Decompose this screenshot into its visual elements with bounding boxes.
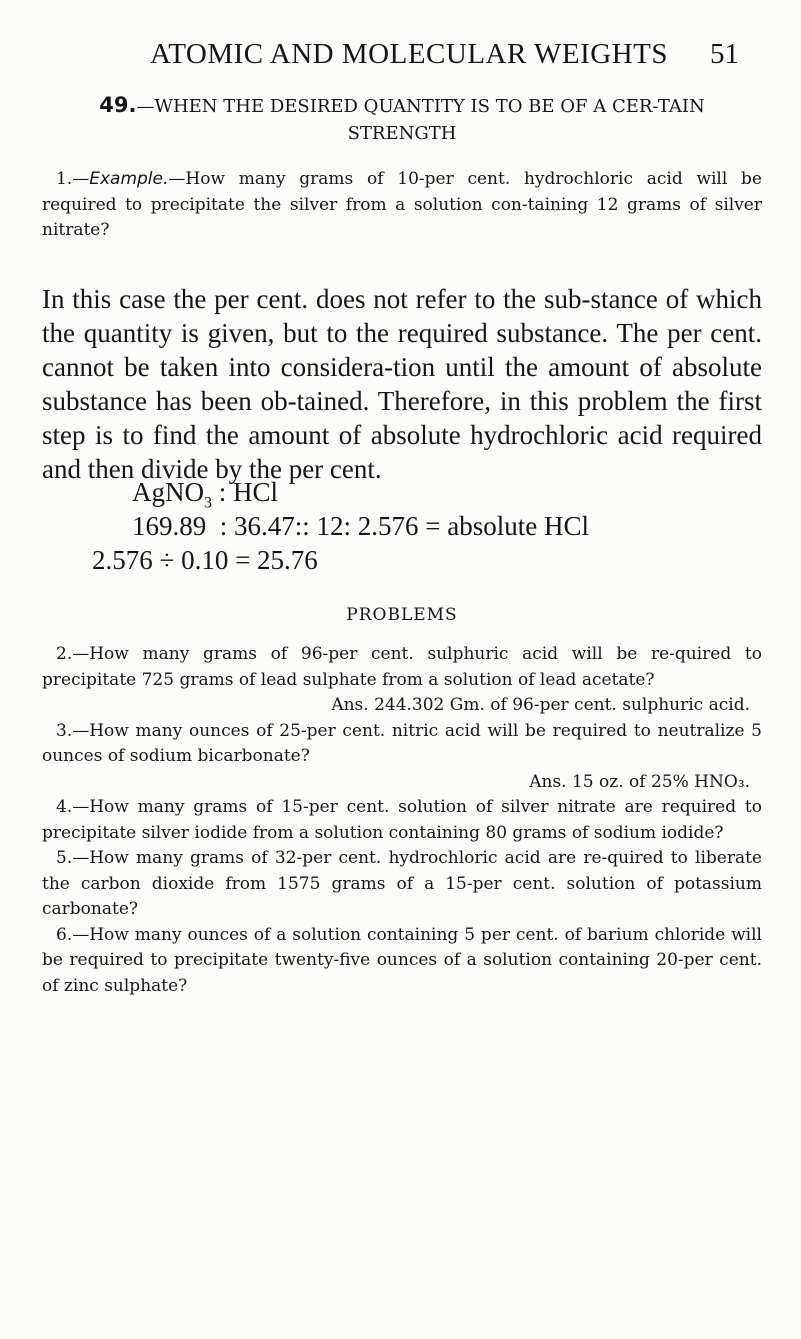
running-title: ATOMIC AND MOLECULAR WEIGHTS (150, 38, 669, 70)
equation-line-1 (132, 477, 278, 512)
section-title: —WHEN THE DESIRED QUANTITY IS TO BE OF A CER-TAIN STRENGTH (136, 96, 705, 144)
example-label: Example. (89, 169, 169, 189)
example-number: 1.— (56, 169, 90, 189)
explanation-paragraph: In this case the per cent. does not refer to the sub-stance of which the quantity is given, but to the required substance. The per cent. cannot be taken into considera-tion until the amount of absolute substance has been ob-tained. Therefore, in this problem the first step is to find the amount of absolute hydrochloric acid required and then divide by the per cent. (42, 284, 762, 484)
section-number: 49. (99, 93, 137, 117)
problem-item: 3.—How many ounces of 25-per cent. nitric acid will be required to neutralize 5 ounces of sodium bicarbonate? (42, 720, 762, 766)
equation-line-3: 2.576 ÷ 0.10 = 25.76 (92, 545, 318, 575)
example-text: —How many grams of 10-per cent. hydrochloric acid will be required to precipitate the silver from a solution con-taining 12 grams of silver nitrate? (42, 169, 762, 240)
section-heading (42, 92, 762, 147)
problem-answer: Ans. 15 oz. of 25% HNO₃. (529, 771, 750, 792)
problem-item: 5.—How many grams of 32-per cent. hydrochloric acid are re-quired to liberate the carbon dioxide from 1575 grams of a 15-per cent. solution of potassium carbonate? (42, 848, 762, 919)
equation-agno: AgNO (132, 477, 204, 507)
equation-hcl: : HCl (212, 477, 279, 507)
problem-item: 6.—How many ounces of a solution containing 5 per cent. of barium chloride will be required to precipitate twenty-five ounces of a solution containing 20-per cent. of zinc sulphate? (42, 924, 762, 996)
problem-item: 2.—How many grams of 96-per cent. sulphuric acid will be re-quired to precipitate 725 grams of lead sulphate from a solution of lead acetate? (42, 644, 762, 690)
equation-subscript: 3 (204, 494, 212, 512)
equation-line-2: 169.89 : 36.47:: 12: 2.576 = absolute HCl (132, 511, 589, 541)
problems-list (42, 642, 762, 999)
problem-item: 4.—How many grams of 15-per cent. solution of silver nitrate are required to precipitate silver iodide from a solution containing 80 grams of sodium iodide? (42, 797, 762, 843)
problems-heading: PROBLEMS (346, 605, 458, 625)
page-number: 51 (710, 38, 739, 70)
problem-answer: Ans. 244.302 Gm. of 96-per cent. sulphuric acid. (331, 695, 750, 715)
running-head (0, 38, 801, 78)
example-paragraph (42, 167, 762, 244)
